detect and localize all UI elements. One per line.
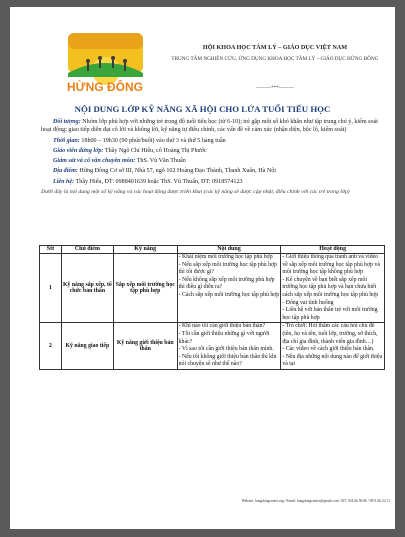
- content-item: - Vì sao tôi cần giới thiệu bản thân mình.: [178, 346, 274, 353]
- row-hoat-dong: [281, 254, 385, 323]
- row-chu-diem: Kỹ năng giao tiếp: [61, 323, 113, 370]
- time-line: Thời gian: 18h00 – 19h30 (90 phút/buổi) vào thứ 3 và thứ 5 hàng tuần: [53, 137, 226, 144]
- activity-item: - Nêu địa những nội dung nào để giới thiệu và tại: [282, 353, 383, 368]
- content-item: - Nếu không sắp xếp môi trường phù hợp thì điều gì diễn ra?: [178, 276, 275, 291]
- content-item: - Cách sắp xếp môi trường học tập phù hợp: [178, 291, 280, 298]
- content-item: - Nếu tôi không giới thiệu bản thân thì khi nói chuyện sẽ như thế nào?: [178, 353, 277, 368]
- hung-dong-logo: [58, 31, 153, 103]
- table-row: [40, 254, 385, 323]
- header-hoat-dong: Hoạt động: [281, 246, 385, 254]
- activity-item: - Trò chơi: Hỏi thăm các câu hỏi chủ đề (tên, họ và tên, tuổi lớp, trường, sở thích, địa chỉ gia đình, thành viên gia đình…): [282, 323, 378, 345]
- activity-item: - Đóng vai tình huống: [282, 299, 334, 306]
- document-page: [10, 7, 395, 529]
- header-chu-diem: Chủ điểm: [61, 246, 113, 254]
- header-ky-nang: Kỹ năng: [113, 246, 177, 254]
- row-noi-dung: [177, 323, 281, 370]
- row-stt: 1: [40, 254, 62, 323]
- target-line: Đối tượng: Nhóm lớp phù hợp với những trẻ trong độ tuổi tiểu học (từ 6-10); trẻ gặp một số khó khăn như tập trung chú ý, kiểm soát hoạt động; giao tiếp diễn đạt cô lời và không lời, kỹ năng tự điều chỉnh, các vấn đề về cảm xúc (nhận diện, bộc lộ, kiểm soát): [41, 119, 378, 134]
- info-block: [41, 118, 381, 198]
- svg-text:HỪNG ĐÔNG: HỪNG ĐÔNG: [67, 80, 143, 94]
- header-noi-dung: Nội dung: [177, 246, 281, 254]
- row-hoat-dong: [281, 323, 385, 370]
- table-header-row: [40, 246, 385, 254]
- page-footer: Website: hungdongcenter.org / Email: hungdongcenter@gmail.com / ĐT: 024.66.56.86 / 0911.66.22.11: [241, 499, 390, 503]
- address-line: Địa điểm: Hừng Đông Cơ sở III, Nhà 57, ngõ 102 Hoàng Đạo Thành, Thanh Xuân, Hà Nội: [53, 168, 276, 175]
- curriculum-table: [39, 245, 385, 370]
- content-item: - Nếu sắp xếp môi trường học tập phù hợp thì tôi được gì?: [178, 261, 277, 276]
- separator: ---------***---------: [256, 86, 294, 91]
- content-item: - Tôi cần giới thiệu những gì với người khác?: [178, 330, 270, 345]
- activity-item: - Liên hệ với bản thân trẻ với môi trường học tập phù hợp: [282, 307, 378, 321]
- header-stt: Stt: [40, 246, 62, 254]
- teacher-line: Giáo viên đứng lớp: Thầy Ngô Chí Hiếu, cô Hoàng Thị Phước: [53, 147, 207, 154]
- content-item: - Khi nào tôi cần giới thiệu bản thân?: [178, 323, 266, 330]
- row-ky-nang: Sắp xếp môi trường học tập phù hợp: [113, 254, 177, 323]
- row-noi-dung: [177, 254, 281, 323]
- table-row: [40, 323, 385, 370]
- row-ky-nang: Kỹ năng giới thiệu bản thân: [113, 323, 177, 370]
- row-chu-diem: Kỹ năng sắp xếp, tổ chức bản thân: [61, 254, 113, 323]
- contact-line: Liên hệ: Thầy Hiếu, ĐT: 0988401639 hoặc ThS. Vũ Thuấn, ĐT: 0918574123: [53, 178, 243, 185]
- content-item: - Khái niệm môi trường học tập phù hợp: [178, 254, 273, 260]
- note-line: Dưới đây là nội dung một số kỹ năng và các hoạt động được triển khai (các kỹ năng sẽ được cập nhật, điều chỉnh với các trẻ trong lớp): [41, 189, 350, 196]
- org-subtitle: TRUNG TÂM NGHIÊN CỨU, ỨNG DỤNG KHOA HỌC TÂM LÝ – GIÁO DỤC HỪNG ĐÔNG: [171, 56, 379, 62]
- supervisor-line: Giám sát và cố vấn chuyên môn: ThS. Vũ Văn Thuấn: [53, 158, 186, 165]
- activity-item: - Các video về cách giới thiệu bản thân.: [282, 346, 375, 353]
- activity-item: - Giới thiệu thông qua tranh ảnh và video về sắp xếp môi trường học tập phù hợp và môi trường học tập không phù hợp: [282, 254, 380, 276]
- activity-item: - Kể chuyện về bạn biết sắp xếp môi trường học tập phù hợp và bạn chưa biết cách sắp xếp môi trường học tập phù hợp: [282, 276, 379, 298]
- row-stt: 2: [40, 323, 62, 370]
- document-title: NỘI DUNG LỚP KỸ NĂNG XÃ HỘI CHO LỨA TUỔI TIỂU HỌC: [74, 104, 331, 114]
- org-title: HỘI KHOA HỌC TÂM LÝ – GIÁO DỤC VIỆT NAM: [202, 44, 348, 51]
